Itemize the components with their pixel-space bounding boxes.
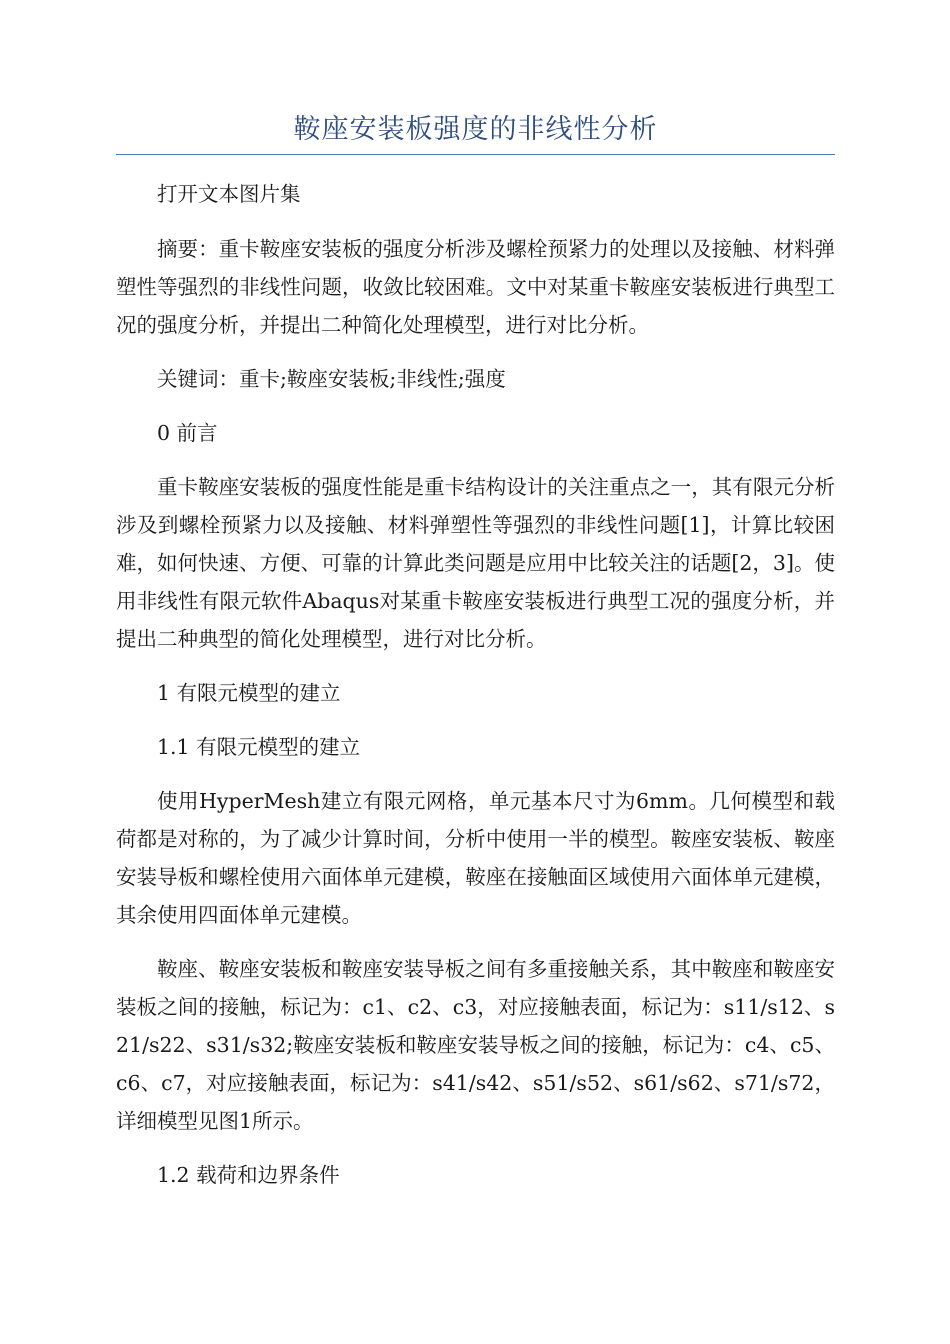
section-heading-1-2: 1.2 载荷和边界条件 [157,1163,340,1187]
title-underline [116,154,835,155]
contact-paragraph: 鞍座、鞍座安装板和鞍座安装导板之间有多重接触关系，其中鞍座和鞍座安装板之间的接触，标记为：c1、c2、c3，对应接触表面，标记为：s11/s12、s21/s22、s31/s32;鞍座安装板和鞍座安装导板之间的接触，标记为：c4、c5、c6、c7，对应接触表面，标记为：s41/s42、s51/s52、s61/s62、s71/s72，详细模型见图1所示。 [116,957,835,1133]
abstract-paragraph: 摘要：重卡鞍座安装板的强度分析涉及螺栓预紧力的处理以及接触、材料弹塑性等强烈的非线性问题，收敛比较困难。文中对某重卡鞍座安装板进行典型工况的强度分析，并提出二种简化处理模型，进行对比分析。 [116,237,835,337]
keywords-line: 关键词：重卡;鞍座安装板;非线性;强度 [157,367,506,391]
section-heading-0: 0 前言 [157,421,218,445]
document-title: 鞍座安装板强度的非线性分析 [293,114,658,145]
image-gallery-link[interactable]: 打开文本图片集 [157,182,301,206]
mesh-paragraph: 使用HyperMesh建立有限元网格，单元基本尺寸为6mm。几何模型和载荷都是对称的，为了减少计算时间，分析中使用一半的模型。鞍座安装板、鞍座安装导板和螺栓使用六面体单元建模，鞍座在接触面区域使用六面体单元建模，其余使用四面体单元建模。 [116,789,835,927]
intro-paragraph: 重卡鞍座安装板的强度性能是重卡结构设计的关注重点之一，其有限元分析涉及到螺栓预紧力以及接触、材料弹塑性等强烈的非线性问题[1]，计算比较困难，如何快速、方便、可靠的计算此类问题是应用中比较关注的话题[2，3]。使用非线性有限元软件Abaqus对某重卡鞍座安装板进行典型工况的强度分析，并提出二种典型的简化处理模型，进行对比分析。 [116,475,835,651]
section-heading-1-1: 1.1 有限元模型的建立 [157,735,361,759]
section-heading-1: 1 有限元模型的建立 [157,681,341,705]
document-page [116,0,835,1194]
